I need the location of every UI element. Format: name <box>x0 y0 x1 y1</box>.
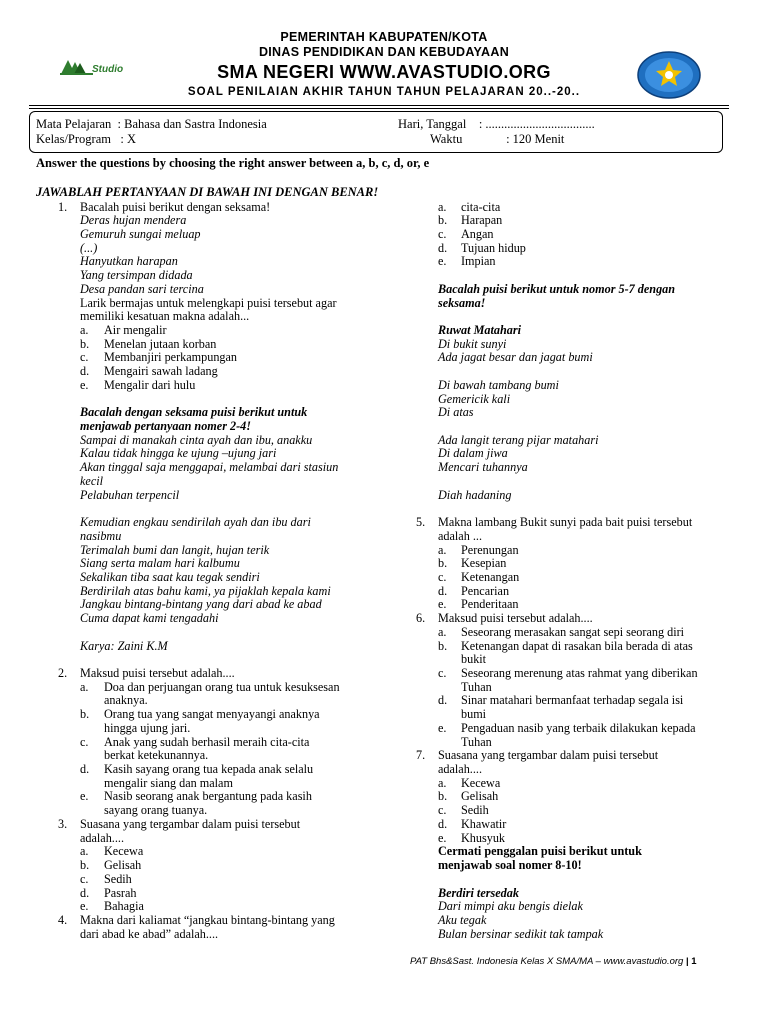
option-text: Sedih <box>461 803 489 818</box>
option-letter: a. <box>438 199 447 214</box>
option-letter: e. <box>80 899 89 914</box>
option-text: Doa dan perjuangan orang tua untuk kesuksesan <box>104 679 340 694</box>
option-letter: e. <box>438 720 447 735</box>
option-letter: c. <box>80 350 89 365</box>
option-text: Kesepian <box>461 556 507 571</box>
exam-info-box <box>29 111 723 153</box>
option-text: bumi <box>461 707 487 722</box>
option-text: Gelisah <box>461 789 499 804</box>
option-text: Pasrah <box>104 885 137 900</box>
question-line: Larik bermajas untuk melengkapi puisi tersebut agar <box>80 295 337 310</box>
question-line: Karya: Zaini K.M <box>80 638 168 653</box>
option-text: Khawatir <box>461 816 507 831</box>
question-number: 3. <box>58 816 68 831</box>
option-letter: e. <box>438 597 447 612</box>
option-letter: a. <box>438 775 447 790</box>
option-letter: a. <box>80 322 89 337</box>
question-line: seksama! <box>438 295 486 310</box>
option-letter: a. <box>80 679 89 694</box>
option-letter: d. <box>438 816 448 831</box>
question-line: Sampai di manakah cinta ayah dan ibu, anakku <box>80 432 313 447</box>
question-line: Terimalah bumi dan langit, hujan terik <box>80 542 270 557</box>
question-line: (...) <box>80 240 98 255</box>
option-letter: a. <box>80 844 89 859</box>
option-text: Anak yang sudah berhasil meraih cita-cita <box>104 734 310 749</box>
tut-wuri-handayani-logo <box>636 50 702 100</box>
question-line: Cermati penggalan puisi berikut untuk <box>438 844 642 859</box>
question-line: Deras hujan mendera <box>80 213 187 228</box>
question-line: menjawab soal nomer 8-10! <box>438 858 582 873</box>
question-line: Maksud puisi tersebut adalah.... <box>438 611 593 626</box>
option-text: Khusyuk <box>461 830 506 845</box>
option-text: Mengairi sawah ladang <box>104 364 218 379</box>
option-letter: b. <box>438 556 448 571</box>
question-line: Berdirilah atas bahu kami, ya pijaklah kepala kami <box>80 583 331 598</box>
option-letter: b. <box>80 336 90 351</box>
page-footer: PAT Bhs&Sast. Indonesia Kelas X SMA/MA – www.avastudio.org | 1 <box>410 956 697 967</box>
question-number: 6. <box>416 611 426 626</box>
header-divider-2 <box>29 108 729 109</box>
option-letter: b. <box>80 707 90 722</box>
question-line: Suasana yang tergambar dalam puisi tersebut <box>438 748 659 763</box>
question-number: 2. <box>58 665 68 680</box>
header-government: PEMERINTAH KABUPATEN/KOTA <box>280 30 488 44</box>
option-letter: d. <box>438 693 448 708</box>
option-text: sayang orang tuanya. <box>104 803 208 818</box>
class-field: Kelas/Program : X <box>36 132 136 146</box>
option-text: berkat ketekunannya. <box>104 748 209 763</box>
option-text: Tujuan hidup <box>461 240 526 255</box>
question-line: memiliki kesatuan makna adalah... <box>80 309 250 324</box>
question-line: Yang tersimpan didada <box>80 268 193 283</box>
option-text: Bahagia <box>104 899 144 914</box>
question-line: Kalau tidak hingga ke ujung –ujung jari <box>80 446 277 461</box>
question-line: Suasana yang tergambar dalam puisi tersebut <box>80 816 301 831</box>
question-line: kecil <box>80 473 104 488</box>
option-text: Perenungan <box>461 542 519 557</box>
question-line: Gemuruh sungai meluap <box>80 226 201 241</box>
question-line: menjawab pertanyaan nomer 2-4! <box>80 419 251 434</box>
subject-field: Mata Pelajaran : Bahasa dan Sastra Indonesia <box>36 117 267 131</box>
question-line: Bacalah puisi berikut untuk nomor 5-7 dengan <box>438 281 676 296</box>
option-letter: d. <box>80 762 90 777</box>
page-number: 1 <box>691 956 697 967</box>
option-text: anaknya. <box>104 693 148 708</box>
option-letter: e. <box>80 789 89 804</box>
option-letter: b. <box>80 858 90 873</box>
question-line: Siang serta malam hari kalbumu <box>80 556 240 571</box>
option-text: mengalir siang dan malam <box>104 775 233 790</box>
avastudio-logo-icon <box>60 58 94 76</box>
question-line: Mencari tuhannya <box>438 460 528 475</box>
header-department: DINAS PENDIDIKAN DAN KEBUDAYAAN <box>258 45 510 59</box>
option-letter: c. <box>80 734 89 749</box>
question-line: Desa pandan sari tercina <box>80 281 204 296</box>
question-line: Aku tegak <box>438 912 487 927</box>
option-text: Angan <box>461 226 494 241</box>
header-school-name: SMA NEGERI WWW.AVASTUDIO.ORG <box>217 62 551 82</box>
question-number: 4. <box>58 912 68 927</box>
question-line: Hanyutkan harapan <box>80 254 178 269</box>
question-number: 7. <box>416 748 426 763</box>
question-number: 1. <box>58 199 68 214</box>
option-text: Penderitaan <box>461 597 519 612</box>
question-line: Ruwat Matahari <box>438 322 521 337</box>
option-letter: d. <box>80 885 90 900</box>
header-exam-title: SOAL PENILAIAN AKHIR TAHUN TAHUN PELAJARAN 20..-20.. <box>187 86 581 98</box>
option-letter: c. <box>80 871 89 886</box>
question-line: Ada jagat besar dan jagat bumi <box>438 350 593 365</box>
header-divider <box>29 105 729 106</box>
question-line: Sekalikan tiba saat kau tegak sendiri <box>80 569 260 584</box>
avastudio-logo-text: Studio <box>92 64 124 75</box>
question-line: Kemudian engkau sendirilah ayah dan ibu dari <box>80 515 311 530</box>
question-line: Di bukit sunyi <box>438 336 507 351</box>
option-text: Pengaduan nasib yang terbaik dilakukan kepada <box>461 720 696 735</box>
question-line: Berdiri tersedak <box>438 885 519 900</box>
option-letter: d. <box>438 240 448 255</box>
option-text: Gelisah <box>104 858 142 873</box>
option-letter: b. <box>438 213 448 228</box>
option-text: Sedih <box>104 871 132 886</box>
option-text: Ketenangan dapat di rasakan bila berada di atas <box>461 638 693 653</box>
question-line: Di bawah tambang bumi <box>438 377 559 392</box>
instruction-indonesian: JAWABLAH PERTANYAAN DI BAWAH INI DENGAN BENAR! <box>36 185 379 199</box>
option-text: Kasih sayang orang tua kepada anak selalu <box>104 762 314 777</box>
option-letter: a. <box>438 542 447 557</box>
option-letter: e. <box>80 377 89 392</box>
question-line: Akan tinggal saja menggapai, melambai dari stasiun <box>80 460 339 475</box>
option-text: Air mengalir <box>104 322 167 337</box>
option-letter: c. <box>438 803 447 818</box>
avastudio-logo <box>60 58 130 80</box>
option-text: Kecewa <box>104 844 144 859</box>
instruction-english: Answer the questions by choosing the right answer between a, b, c, d, or, e <box>36 156 430 170</box>
option-text: Sinar matahari bermanfaat terhadap segala isi <box>461 693 684 708</box>
option-text: bukit <box>461 652 487 667</box>
question-line: Bacalah puisi berikut dengan seksama! <box>80 199 271 214</box>
question-line: Diah hadaning <box>438 487 512 502</box>
option-text: Nasib seorang anak bergantung pada kasih <box>104 789 312 804</box>
question-line: adalah.... <box>438 762 482 777</box>
option-letter: e. <box>438 254 447 269</box>
option-letter: e. <box>438 830 447 845</box>
option-text: Membanjiri perkampungan <box>104 350 238 365</box>
option-text: Ketenangan <box>461 569 520 584</box>
question-line: Di atas <box>438 405 474 420</box>
tut-wuri-emblem-icon <box>636 50 702 100</box>
question-line: Makna lambang Bukit sunyi pada bait puisi tersebut <box>438 515 693 530</box>
question-line: Pelabuhan terpencil <box>80 487 180 502</box>
option-text: Harapan <box>461 213 503 228</box>
footer-text: PAT Bhs&Sast. Indonesia Kelas X SMA/MA – www.avastudio.org <box>410 956 684 967</box>
question-line: Bulan bersinar sedikit tak tampak <box>438 926 604 941</box>
option-text: Kecewa <box>461 775 501 790</box>
question-line: Makna dari kaliamat “jangkau bintang-bintang yang <box>80 912 335 927</box>
option-letter: c. <box>438 569 447 584</box>
option-text: Seseorang merasakan sangat sepi seorang diri <box>461 624 685 639</box>
option-letter: d. <box>80 364 90 379</box>
question-line: Di dalam jiwa <box>438 446 508 461</box>
question-line: nasibmu <box>80 528 122 543</box>
question-line: Bacalah dengan seksama puisi berikut untuk <box>80 405 308 420</box>
option-text: Orang tua yang sangat menyayangi anaknya <box>104 707 320 722</box>
question-line: Dari mimpi aku bengis dielak <box>438 899 583 914</box>
option-text: Mengalir dari hulu <box>104 377 196 392</box>
question-line: Maksud puisi tersebut adalah.... <box>80 665 235 680</box>
question-line: Gemericik kali <box>438 391 511 406</box>
question-line: Ada langit terang pijar matahari <box>438 432 599 447</box>
question-line: Jangkau bintang-bintang yang dari abad ke abad <box>80 597 322 612</box>
time-field: Waktu : 120 Menit <box>430 132 565 146</box>
option-text: Tuhan <box>461 679 492 694</box>
question-line: adalah.... <box>80 830 124 845</box>
option-letter: b. <box>438 638 448 653</box>
option-text: Pencarian <box>461 583 510 598</box>
option-letter: d. <box>438 583 448 598</box>
question-number: 5. <box>416 515 426 530</box>
question-line: adalah ... <box>438 528 482 543</box>
question-line: Cuma dapat kami tengadahi <box>80 611 219 626</box>
option-letter: c. <box>438 226 447 241</box>
option-text: Tuhan <box>461 734 492 749</box>
option-text: Impian <box>461 254 496 269</box>
option-text: hingga ujung jari. <box>104 720 191 735</box>
option-text: Menelan jutaan korban <box>104 336 217 351</box>
option-letter: c. <box>438 665 447 680</box>
question-line: dari abad ke abad” adalah.... <box>80 926 219 941</box>
option-letter: a. <box>438 624 447 639</box>
option-letter: b. <box>438 789 448 804</box>
date-field: Hari, Tanggal : ................................... <box>398 117 595 131</box>
option-text: cita-cita <box>461 199 501 214</box>
option-text: Seseorang merenung atas rahmat yang diberikan <box>461 665 698 680</box>
